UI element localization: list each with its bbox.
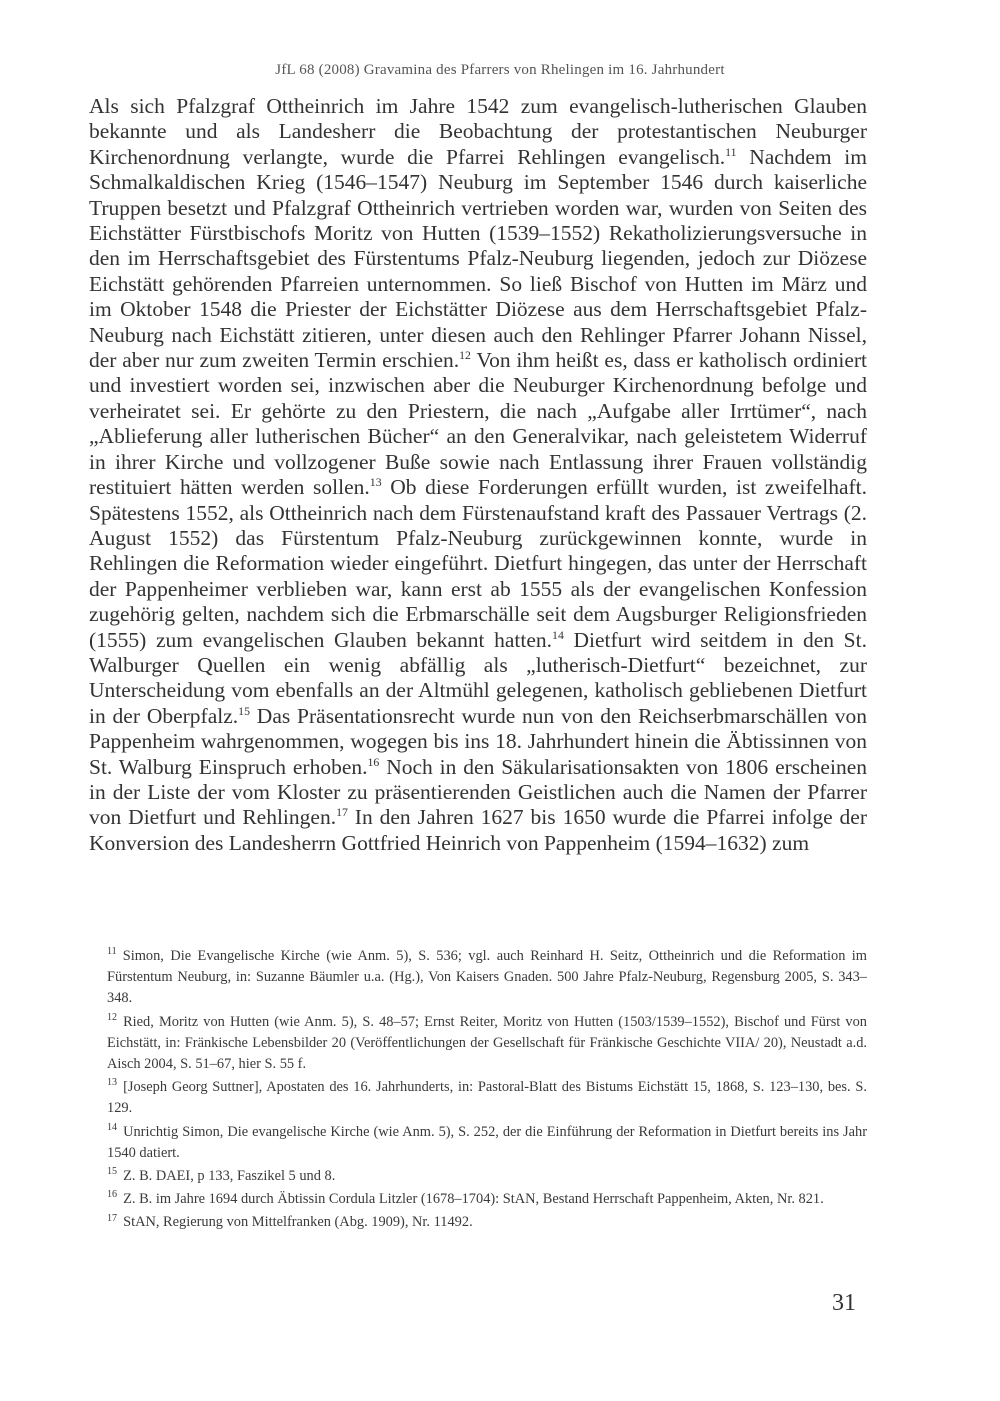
- footnote: [89, 1012, 867, 1076]
- footnote-text: Unrichtig Simon, Die evangelische Kirche (wie Anm. 5), S. 252, der die Einführung der Reformation in Dietfurt bereits ins Jahr 1540 datiert.: [107, 1123, 867, 1161]
- footnote-text: [Joseph Georg Suttner], Apostaten des 16. Jahrhunderts, in: Pastoral-Blatt des Bistums Eichstätt 15, 1868, S. 123–130, bes. S. 129.: [107, 1079, 867, 1117]
- footnote: [89, 1212, 867, 1233]
- footnote-number: 13: [107, 1077, 118, 1089]
- footnote-reference: 15: [238, 703, 250, 718]
- footnote-reference: 17: [336, 805, 348, 820]
- footnotes: [89, 946, 867, 1236]
- footnote: [89, 946, 867, 1010]
- body-text-segment: Nachdem im Schmalkaldischen Krieg (1546–1547) Neuburg im September 1546 durch kaiserliche Truppen besetzt und Pfalzgraf Ottheinrich vertrieben worden war, wurden von Seiten des Eichstätter Fürstbischofs Moritz von Hutten (1539–1552) Rekatholizierungsversuche in den im Herrschaftsgebiet des Fürstentums Pfalz-Neuburg liegenden, jedoch zur Diözese Eichstätt gehörenden Pfarreien unternommen. So ließ Bischof von Hutten im März und im Oktober 1548 die Priester der Eichstätter Diözese aus dem Herrschaftsgebiet Pfalz-Neuburg nach Eichstätt zitieren, unter diesen auch den Rehlinger Pfarrer Johann Nissel, der aber nur zum zweiten Termin erschien.: [89, 144, 867, 373]
- body-text-segment: Noch in den Säkularisationsakten von 1806 erscheinen in der Liste der vom Kloster zu präsentierenden Geistlichen auch die Namen der Pfarrer von Dietfurt und Rehlingen.: [89, 754, 867, 830]
- body-text-segment: In den Jahren 1627 bis 1650 wurde die Pfarrei infolge der Konversion des Landesherrn Gottfried Heinrich von Pappenheim (1594–1632) zum: [89, 805, 868, 855]
- footnote-number: 15: [107, 1166, 118, 1178]
- footnote-number: 14: [107, 1121, 118, 1133]
- footnote-reference: 14: [552, 627, 564, 642]
- running-header: JfL 68 (2008) Gravamina des Pfarrers von Rhelingen im 16. Jahrhundert: [275, 62, 725, 78]
- footnote-text: Z. B. DAEI, p 133, Faszikel 5 und 8.: [123, 1168, 336, 1185]
- footnote: [89, 1166, 867, 1187]
- footnote: [89, 1077, 867, 1119]
- footnote-number: 17: [107, 1212, 118, 1224]
- body-text-segment: Das Präsentationsrecht wurde nun von den Reichserbmarschällen von Pappenheim wahrgenommen, wogegen bis ins 18. Jahrhundert hinein die Äbtissinnen von St. Walburg Einspruch erhoben.: [89, 703, 867, 779]
- page-number: 31: [832, 1290, 856, 1316]
- footnote: [89, 1122, 867, 1164]
- footnote-text: Z. B. im Jahre 1694 durch Äbtissin Cordula Litzler (1678–1704): StAN, Bestand Herrschaft Pappenheim, Akten, Nr. 821.: [123, 1191, 824, 1208]
- footnote-text: Simon, Die Evangelische Kirche (wie Anm. 5), S. 536; vgl. auch Reinhard H. Seitz, Ottheinrich und die Reformation im Fürstentum Neuburg, in: Suzanne Bäumler u.a. (Hg.), Von Kaisers Gnaden. 500 Jahre Pfalz-Neuburg, Regensburg 2005, S. 343–348.: [107, 948, 867, 1007]
- footnote-reference: 16: [367, 754, 380, 769]
- footnote-text: StAN, Regierung von Mittelfranken (Abg. 1909), Nr. 11492.: [123, 1214, 473, 1231]
- footnote-number: 12: [107, 1011, 118, 1023]
- body-text-segment: Ob diese Forderungen erfüllt wurden, ist zweifelhaft. Spätestens 1552, als Ottheinrich nach dem Fürstenaufstand kraft des Passauer Vertrags (2. August 1552) das Fürstentum Pfalz-Neuburg zurückgewinnen konnte, wurde in Rehlingen die Reformation wieder eingeführt. Dietfurt hingegen, das unter der Herrschaft der Pappenheimer verblieben war, kann erst ab 1555 als der evangelischen Konfession zugehörig gelten, nachdem sich die Erbmarschälle seit dem Augsburger Religionsfrieden (1555) zum evangelischen Glauben bekannt hatten.: [89, 475, 867, 652]
- footnote-text: Ried, Moritz von Hutten (wie Anm. 5), S. 48–57; Ernst Reiter, Moritz von Hutten (1503/1539–1552), Bischof und Fürst von Eichstätt, in: Fränkische Lebensbilder 20 (Veröffentlichungen der Gesellschaft für Fränkische Geschichte VIIA/ 20), Neustadt a.d. Aisch 2004, S. 51–67, hier S. 55 f.: [107, 1013, 867, 1073]
- body-text-segment: Von ihm heißt es, dass er katholisch ordiniert und investiert worden sei, inzwischen aber die Neuburger Kirchenordnung befolge und verheiratet sei. Er gehörte zu den Priestern, die nach „Aufgabe aller Irrtümer“, nach „Ablieferung aller lutherischen Bücher“ an den Generalvikar, nach geleistetem Widerruf in ihrer Kirche und vollzogener Buße sowie nach Entlassung ihrer Frauen vollständig restituiert hätten werden sollen.: [89, 348, 867, 500]
- footnote-reference: 12: [459, 347, 471, 362]
- body-paragraph: [89, 94, 867, 856]
- footnote-number: 16: [107, 1189, 118, 1201]
- body-text-segment: Als sich Pfalzgraf Ottheinrich im Jahre 1542 zum evangelisch-lutherischen Glauben bekannte und als Landesherr die Beobachtung der protestantischen Neuburger Kirchenordnung verlangte, wurde die Pfarrei Rehlingen evangelisch.: [89, 94, 867, 169]
- footnote-reference: 11: [725, 144, 737, 159]
- body-text-segment: Dietfurt wird seitdem in den St. Walburger Quellen ein wenig abfällig als „lutherisch-Dietfurt“ bezeichnet, zur Unterscheidung vom ebenfalls an der Altmühl gelegenen, katholisch gebliebenen Dietfurt in der Oberpfalz.: [89, 627, 867, 728]
- footnote-number: 11: [107, 946, 117, 958]
- footnote: [89, 1189, 867, 1210]
- footnote-reference: 13: [369, 474, 382, 489]
